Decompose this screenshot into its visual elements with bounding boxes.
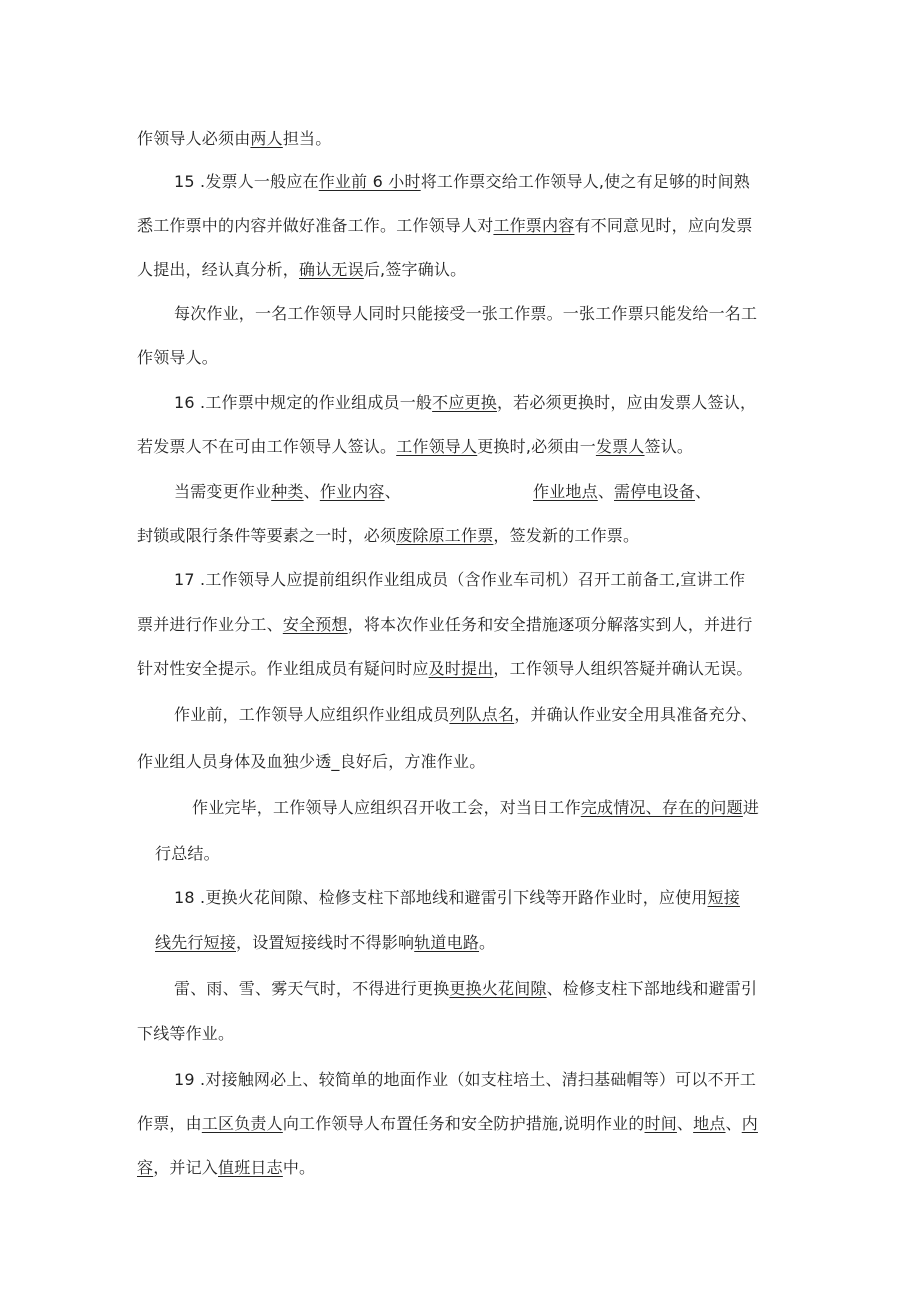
underlined-term: 两人: [250, 129, 283, 148]
text-run: 票并进行作业分工、: [137, 615, 283, 634]
underlined-term: 安全预想: [282, 615, 348, 634]
text-run: 、: [725, 1114, 742, 1133]
text-run: 行总结。: [155, 844, 220, 863]
text-line: [174, 887, 740, 909]
underlined-term: 时间: [644, 1114, 677, 1133]
text-line: [137, 436, 693, 458]
text-run: 每次作业，一名工作领导人同时只能接受一张工作票。一张工作票只能发给一名工: [174, 304, 758, 323]
text-line: [137, 614, 753, 636]
text-line: [174, 978, 757, 1000]
underlined-term: 工区负责人: [201, 1114, 283, 1133]
underlined-term: 作业地点: [533, 482, 598, 501]
text-run: 悉工作票中的内容并做好准备工作。工作领导人对: [137, 216, 494, 235]
text-line: [533, 481, 711, 503]
text-run: ，若必须更换时，应由发票人签认，: [496, 393, 757, 412]
text-run: 雷、雨、雪、雾天气时，不得进行更换: [174, 979, 450, 998]
underlined-term: 废除原工作票: [396, 526, 494, 545]
underlined-term: 轨道电路: [414, 933, 480, 952]
text-run: 担当。: [282, 129, 332, 148]
underlined-term: 容: [137, 1158, 154, 1177]
text-line: [137, 1157, 315, 1179]
text-line: [137, 128, 331, 150]
text-run: 16 .工作票中规定的作业组成员一般: [174, 393, 433, 412]
text-run: 、: [695, 482, 712, 501]
text-run: 中。: [282, 1158, 316, 1177]
underlined-term: 发票人: [595, 437, 645, 456]
text-line: [137, 525, 639, 547]
text-run: 作业组人员身体及血独少透_良好后，方准作业。: [137, 752, 486, 771]
underlined-term: 内: [741, 1114, 758, 1133]
underlined-term: 列队点名: [449, 705, 515, 724]
text-line: [155, 932, 495, 954]
text-run: ，设置短接线时不得影响: [236, 933, 415, 952]
text-line: [137, 1023, 234, 1045]
text-line: [174, 171, 750, 193]
text-run: 签认。: [644, 437, 694, 456]
text-run: 有不同意见时，应向发票: [574, 216, 753, 235]
text-run: 作领导人。: [137, 348, 219, 367]
text-run: 作业前，工作领导人应组织作业组成员: [174, 705, 450, 724]
text-run: 。: [479, 933, 496, 952]
text-run: 将工作票交给工作领导人,使之有足够的时间熟: [420, 172, 750, 191]
underlined-term: 作业内容: [319, 482, 385, 501]
underlined-term: 值班日志: [218, 1158, 283, 1177]
text-run: 更换时,必须由一: [477, 437, 596, 456]
text-line: [174, 704, 757, 726]
underlined-term: 作业前 6 小时: [318, 172, 421, 191]
text-run: 、: [303, 482, 320, 501]
text-run: 若发票人不在可由工作领导人签认。: [137, 437, 397, 456]
text-line: [174, 392, 756, 414]
text-run: ，工作领导人组织答疑并确认无误。: [493, 659, 753, 678]
text-run: 作票，由: [137, 1114, 202, 1133]
text-run: 作业完毕，工作领导人应组织召开收工会，对当日工作: [192, 798, 581, 817]
text-line: [137, 215, 753, 237]
text-line: [174, 303, 757, 325]
text-run: 、: [597, 482, 615, 501]
text-run: 进: [742, 798, 760, 817]
text-line: [137, 1113, 758, 1135]
text-line: [174, 481, 401, 503]
underlined-term: 完成情况、存在的问题: [580, 798, 743, 817]
underlined-term: 不应更换: [432, 393, 497, 412]
text-run: 、: [384, 482, 401, 501]
text-run: 、检修支柱下部地线和避雷引: [546, 979, 758, 998]
underlined-term: 线先行短接: [155, 933, 237, 952]
underlined-term: 工作领导人: [396, 437, 478, 456]
text-run: ，将本次作业任务和安全措施逐项分解落实到人，并进行: [347, 615, 753, 634]
text-run: 15 .发票人一般应在: [174, 172, 319, 191]
text-run: 作领导人必须由: [137, 129, 251, 148]
text-run: 19 .对接触网必上、较简单的地面作业（如支柱培土、清扫基础帽等）可以不开工: [174, 1070, 757, 1089]
text-run: 18 .更换火花间隙、检修支柱下部地线和避雷引下线等开路作业时，应使用: [174, 888, 708, 907]
text-run: 当需变更作业: [174, 482, 272, 501]
text-run: 针对性安全提示。作业组成员有疑问时应: [137, 659, 429, 678]
text-line: [155, 843, 220, 865]
text-run: 封锁或限行条件等要素之一时，必须: [137, 526, 397, 545]
text-line: [137, 347, 218, 369]
underlined-term: 工作票内容: [493, 216, 575, 235]
text-line: [174, 1069, 756, 1091]
underlined-term: 需停电设备: [614, 482, 696, 501]
underlined-term: 确认无误: [299, 260, 364, 279]
underlined-term: 及时提出: [428, 659, 494, 678]
underlined-term: 更换火花间隙: [449, 979, 547, 998]
text-run: 、: [676, 1114, 694, 1133]
text-run: 下线等作业。: [137, 1024, 235, 1043]
text-run: ，签发新的工作票。: [493, 526, 640, 545]
text-line: [192, 797, 759, 819]
underlined-term: 短接: [707, 888, 740, 907]
underlined-term: 种类: [271, 482, 304, 501]
text-line: [174, 569, 745, 591]
text-line: [137, 751, 485, 773]
text-run: 人提出，经认真分析，: [137, 260, 300, 279]
text-line: [137, 658, 753, 680]
text-line: [137, 259, 466, 281]
text-run: ，并记入: [153, 1158, 219, 1177]
text-run: ，并确认作业安全用具准备充分、: [514, 705, 758, 724]
underlined-term: 地点: [693, 1114, 726, 1133]
text-run: 向工作领导人布置任务和安全防护措施,说明作业的: [282, 1114, 645, 1133]
text-run: 17 .工作领导人应提前组织作业组成员（含作业车司机）召开工前备工,宣讲工作: [174, 570, 746, 589]
text-run: 后,签字确认。: [363, 260, 467, 279]
